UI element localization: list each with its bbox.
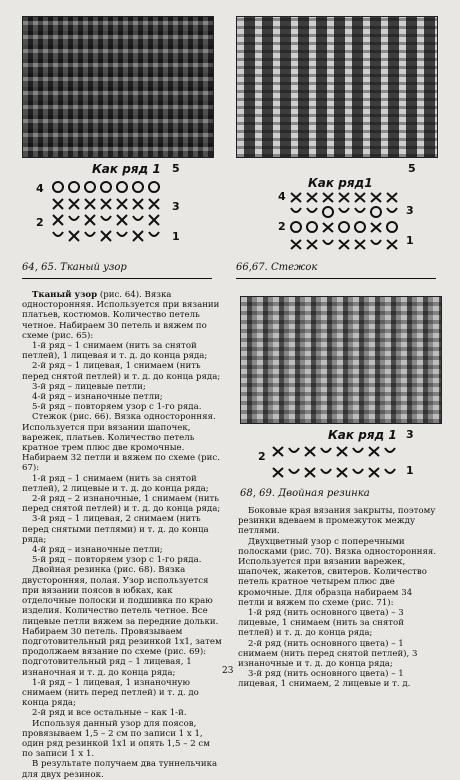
- row-number: 3: [406, 428, 414, 441]
- paragraph: 5-й ряд – повторяем узор с 1-го ряда.: [32, 555, 202, 566]
- paragraph: Используя данный узор для поясов, провязываем 1,5 – 2 см по записи 1 x 1, один ряд резинкой 1x1 и опять 1,5 – 2 см по записи 1 x 1.: [22, 718, 210, 760]
- paragraph: 3-й ряд – лицевые петли;: [32, 381, 146, 392]
- left-column-text: [22, 290, 222, 780]
- chart-grid-67: [288, 190, 408, 252]
- figure-caption-64: 64, 65. Тканый узор: [22, 262, 127, 273]
- paragraph: Тканый узор (рис. 64). Вязка односторонняя. Используется при вязании платьев, костюмов. Количество петель четное. Набираем 30 петель и вяжем по схеме (рис. 65):: [22, 290, 220, 341]
- row-number: 4: [278, 190, 286, 203]
- paragraph: 3-й ряд – 1 лицевая, 2 снимаем (нить перед снятыми петлями) и т. д. до конца ряда;: [22, 514, 209, 545]
- stitch-chart-69: [240, 426, 440, 486]
- row-number: 2: [278, 220, 286, 233]
- paragraph: 1-й ряд (нить основного цвета) – 3 лицевые, 1 снимаем (нить за снятой петлей) и т. д. до конца ряда;: [238, 608, 404, 639]
- paragraph: 2-й ряд – 2 изнаночные, 1 снимаем (нить перед снятой петлей) и т. д. до конца ряда;: [22, 494, 221, 515]
- knit-photo-66: [236, 16, 438, 158]
- row-number: 3: [172, 200, 180, 213]
- row-number: 1: [406, 464, 414, 477]
- paragraph: 3-й ряд (нить основного цвета) – 1 лицевая, 1 снимаем, 2 лицевые и т. д.: [238, 669, 411, 690]
- divider: [236, 278, 436, 279]
- figure-caption-66: 66,67. Стежок: [236, 262, 318, 273]
- paragraph: В результате получаем два туннельчика для двух резинок.: [22, 759, 218, 780]
- paragraph: Двухцветный узор с поперечными полосками (рис. 70). Вязка односторонняя. Используется при вязании варежек, шапочек, жакетов, свитеров. Количество петель кратное четырем плюс две кромочные. Для образца набираем 34 петли и вяжем по схеме (рис. 71):: [238, 536, 437, 608]
- chart-header: Как ряд 1: [328, 428, 397, 442]
- paragraph: Боковые края вязания закрыты, поэтому резинки вдеваем в промежуток между петлями.: [238, 506, 436, 537]
- page-number: 23: [222, 666, 234, 676]
- paragraph: 1-й ряд – 1 снимаем (нить за снятой петлей), 1 лицевая и т. д. до конца ряда;: [22, 341, 208, 362]
- stitch-chart-67: [236, 160, 436, 260]
- chart-header: Как ряд 1: [92, 162, 161, 176]
- right-column-text: [238, 506, 440, 690]
- chart-grid-65: [50, 180, 190, 248]
- paragraph: 2-й ряд – 1 лицевая, 1 снимаем (нить перед снятой петлей) и т. д. до конца ряда;: [22, 361, 221, 382]
- row-number: 1: [172, 230, 180, 243]
- row-number: 5: [172, 162, 180, 175]
- paragraph: 4-й ряд – изнаночные петли;: [32, 545, 163, 556]
- row-number: 5: [408, 162, 416, 175]
- knit-photo-68: [240, 296, 442, 424]
- row-number: 3: [406, 204, 414, 217]
- chart-header: Как ряд1: [308, 176, 373, 190]
- stitch-chart-65: [22, 160, 222, 260]
- paragraph: 2-й ряд и все остальные – как 1-й.: [32, 708, 187, 719]
- paragraph: 1-й ряд – 1 лицевая, 1 изнаночную снимаем (нить перед петлей) и т. д. до конца ряда;: [22, 677, 199, 709]
- paragraph: Двойная резинка (рис. 68). Вязка двусторонняя, полая. Узор используется при вязании поясов в юбках, как отделочные полоски и подшивка по краю изделия. Количество петель четное. Все лицевые петли вяжем за передние дольки. Набираем 30 петель. Провязываем подготовительный ряд резинкой 1x1, затем продолжаем вязание по схеме (рис. 69): подготовительный ряд – 1 лицевая, 1 изнаночная и т. д. до конца ряда;: [22, 565, 222, 678]
- paragraph-text: (рис. 64). Вязка односторонняя. Используется при вязании платьев, костюмов. Количество петель четное. Набираем 30 петель и вяжем по схеме (рис. 65):: [22, 290, 220, 341]
- figure-caption-68: 68, 69. Двойная резинка: [240, 488, 370, 499]
- paragraph: 5-й ряд – повторяем узор с 1-го ряда.: [32, 402, 202, 413]
- paragraph: Стежок (рис. 66). Вязка односторонняя. Используется при вязании шапочек, варежек, платьев. Количество петель кратное трем плюс две кромочные. Набираем 32 петли и вяжем по схеме (рис. 67):: [22, 412, 220, 474]
- divider: [22, 278, 212, 279]
- row-number: 2: [258, 450, 266, 463]
- paragraph: 4-й ряд – изнаночные петли;: [32, 392, 163, 403]
- paragraph: 2-й ряд (нить основного цвета) – 1 снимаем (нить перед снятой петлей), 3 изнаночные и т. д. до конца ряда;: [238, 638, 418, 670]
- row-number: 4: [36, 182, 44, 195]
- knit-photo-64: [22, 16, 214, 158]
- row-number: 1: [406, 234, 414, 247]
- row-number: 2: [36, 216, 44, 229]
- chart-grid-69: [270, 444, 410, 484]
- paragraph: 1-й ряд – 1 снимаем (нить за снятой петлей), 2 лицевые и т. д. до конца ряда;: [22, 473, 209, 494]
